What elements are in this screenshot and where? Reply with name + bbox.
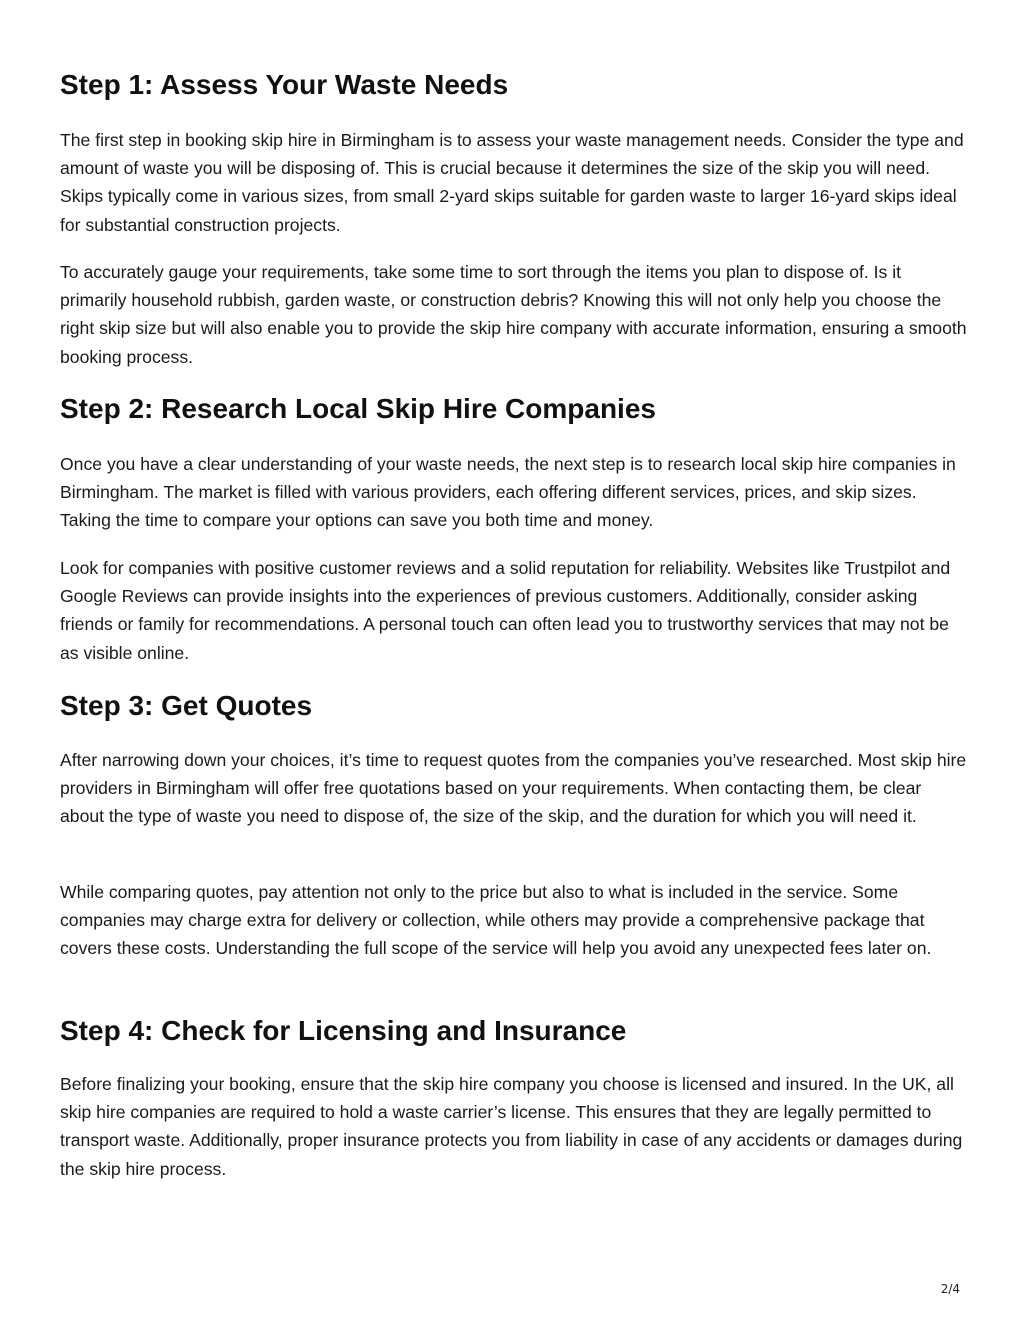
step-3-paragraph-1: After narrowing down your choices, it’s time to request quotes from the companies you’ve researched. Most skip hire providers in Birmingham will offer free quotations based on your requirements. When contacting them, be clear about the type of waste you need to dispose of, the size of the skip, and the duration for which you will need it. bbox=[60, 750, 967, 827]
step-1-paragraph-2: To accurately gauge your requirements, take some time to sort through the items you plan to dispose of. Is it primarily household rubbish, garden waste, or construction debris? Knowing this will not only help you choose the right skip size but will also enable you to provide the skip hire company with accurate information, ensuring a smooth booking process. bbox=[60, 262, 967, 367]
step-3-paragraph-2: While comparing quotes, pay attention not only to the price but also to what is included in the service. Some companies may charge extra for delivery or collection, while others may provide a comprehensive package that covers these costs. Understanding the full scope of the service will help you avoid any unexpected fees later on. bbox=[60, 882, 932, 959]
step-2-paragraph-1: Once you have a clear understanding of your waste needs, the next step is to research local skip hire companies in Birmingham. The market is filled with various providers, each offering different services, prices, and skip sizes. Taking the time to compare your options can save you both time and money. bbox=[60, 454, 956, 531]
step-3-heading: Step 3: Get Quotes bbox=[60, 690, 313, 721]
step-4-paragraph-1: Before finalizing your booking, ensure that the skip hire company you choose is licensed and insured. In the UK, all skip hire companies are required to hold a waste carrier’s license. This ensures that they are legally permitted to transport waste. Additionally, proper insurance protects you from liability in case of any accidents or damages during the skip hire process. bbox=[60, 1074, 963, 1179]
step-1-paragraph-1: The first step in booking skip hire in Birmingham is to assess your waste management needs. Consider the type and amount of waste you will be disposing of. This is crucial because it determines the size of the skip you will need. Skips typically come in various sizes, from small 2-yard skips suitable for garden waste to larger 16-yard skips ideal for substantial construction projects. bbox=[60, 130, 964, 235]
step-1-heading: Step 1: Assess Your Waste Needs bbox=[60, 69, 509, 100]
step-2-paragraph-2: Look for companies with positive customer reviews and a solid reputation for reliability. Websites like Trustpilot and Google Reviews can provide insights into the experiences of previous customers. Additionally, consider asking friends or family for recommendations. A personal touch can often lead you to trustworthy services that may not be as visible online. bbox=[60, 558, 951, 663]
step-4-heading: Step 4: Check for Licensing and Insurance bbox=[60, 1015, 627, 1046]
step-2-heading: Step 2: Research Local Skip Hire Companies bbox=[60, 393, 656, 424]
page-number: 2/4 bbox=[940, 1282, 960, 1296]
